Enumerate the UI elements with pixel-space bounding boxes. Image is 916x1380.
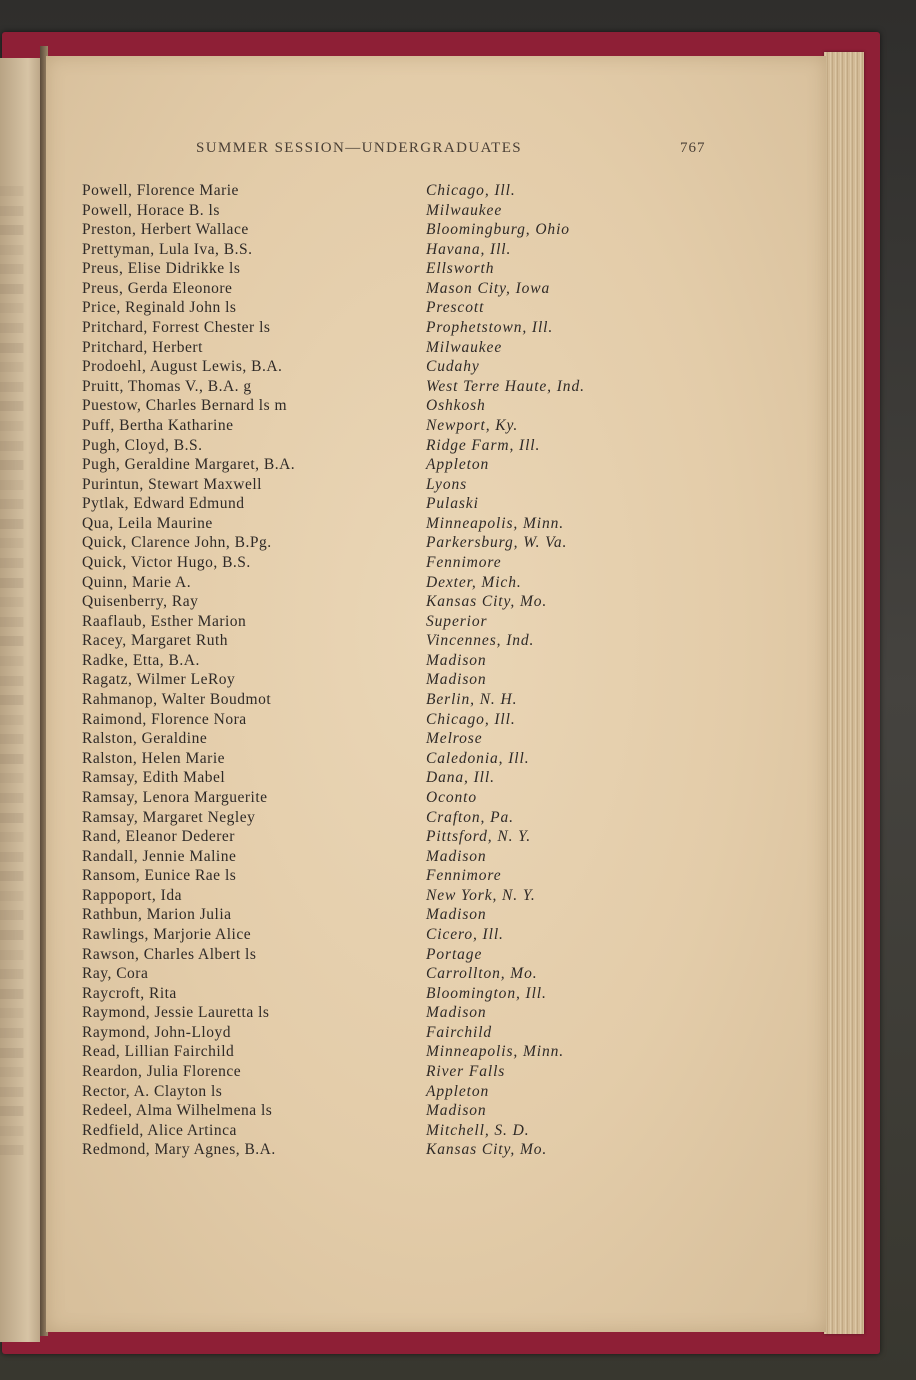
list-item: [82, 847, 702, 867]
student-hometown: Milwaukee: [426, 201, 503, 219]
student-name: Price, Reginald John ls: [82, 299, 237, 317]
student-name: Ragatz, Wilmer LeRoy: [82, 671, 236, 689]
student-hometown: Pittsford, N. Y.: [426, 828, 531, 846]
student-hometown: Pulaski: [426, 495, 479, 513]
bleed-through-mark: ███: [0, 440, 24, 451]
student-name: Redeel, Alma Wilhelmena ls: [82, 1102, 273, 1120]
student-hometown: Appleton: [426, 1082, 490, 1100]
bleed-through-mark: ███: [0, 1145, 24, 1156]
student-name: Randall, Jennie Maline: [82, 847, 237, 865]
page-edges: [824, 52, 864, 1334]
list-item: [82, 788, 702, 808]
list-item: [82, 298, 702, 318]
student-hometown: Ridge Farm, Ill.: [426, 436, 541, 454]
bleed-through-mark: ███: [0, 949, 24, 960]
student-hometown: Kansas City, Mo.: [426, 1141, 548, 1159]
bleed-through-mark: ███: [0, 773, 24, 784]
student-hometown: Madison: [426, 1004, 487, 1022]
bleed-through-mark: ███: [0, 871, 24, 882]
bleed-through-mark: ███: [0, 186, 24, 196]
student-name: Rappoport, Ida: [82, 886, 182, 904]
student-name: Ralston, Geraldine: [82, 730, 208, 748]
student-hometown: Oshkosh: [426, 397, 486, 415]
student-name: Rahmanop, Walter Boudmot: [82, 691, 272, 709]
student-name: Raaflaub, Esther Marion: [82, 612, 247, 630]
list-item: [82, 1101, 702, 1121]
facing-page-edge: [0, 58, 40, 1342]
list-item: [82, 612, 702, 632]
student-hometown: Melrose: [426, 730, 483, 748]
list-item: [82, 494, 702, 514]
bleed-through-mark: ███: [0, 499, 24, 510]
student-name: Pugh, Geraldine Margaret, B.A.: [82, 456, 296, 474]
bleed-through-mark: ███: [0, 1027, 24, 1038]
list-item: [82, 396, 702, 416]
student-name: Preus, Gerda Eleonore: [82, 279, 233, 297]
list-item: [82, 455, 702, 475]
running-title: SUMMER SESSION—UNDERGRADUATES: [196, 140, 523, 156]
student-hometown: Caledonia, Ill.: [426, 749, 530, 767]
list-item: [82, 181, 702, 201]
student-hometown: West Terre Haute, Ind.: [426, 377, 585, 395]
student-name: Quisenberry, Ray: [82, 593, 199, 611]
student-hometown: Milwaukee: [426, 338, 503, 356]
bleed-through-mark: ███: [0, 323, 24, 334]
student-hometown: Portage: [426, 945, 483, 963]
student-hometown: Mason City, Iowa: [426, 279, 551, 297]
list-item: [82, 533, 702, 553]
student-name: Rathbun, Marion Julia: [82, 906, 232, 924]
list-item: [82, 749, 702, 769]
list-item: [82, 1023, 702, 1043]
bleed-through-mark: ███: [0, 930, 24, 941]
student-hometown: Cicero, Ill.: [426, 925, 504, 943]
bleed-through-mark: ███: [0, 616, 24, 627]
student-hometown: Chicago, Ill.: [426, 182, 516, 199]
bleed-through-mark: ███: [0, 695, 24, 706]
student-hometown: Dana, Ill.: [426, 769, 495, 787]
student-name: Purintun, Stewart Maxwell: [82, 475, 262, 493]
list-item: [82, 1042, 702, 1062]
list-item: [82, 631, 702, 651]
student-name: Preston, Herbert Wallace: [82, 221, 249, 239]
student-hometown: Newport, Ky.: [426, 416, 519, 434]
page-number: 767: [680, 140, 706, 156]
bleed-through-mark: ███: [0, 655, 24, 666]
bleed-through-mark: ███: [0, 342, 24, 353]
student-name: Powell, Horace B. ls: [82, 201, 220, 219]
student-hometown: Lyons: [426, 475, 468, 493]
student-hometown: Madison: [426, 906, 487, 924]
student-name: Raycroft, Rita: [82, 984, 177, 1002]
bleed-through-mark: ███: [0, 381, 24, 392]
student-name: Pruitt, Thomas V., B.A. g: [82, 377, 252, 395]
bleed-through-mark: ███: [0, 283, 24, 294]
student-hometown: Kansas City, Mo.: [426, 593, 548, 611]
student-name: Ramsay, Margaret Negley: [82, 808, 256, 826]
student-hometown: Appleton: [426, 456, 490, 474]
list-item: [82, 710, 702, 730]
student-name: Redmond, Mary Agnes, B.A.: [82, 1141, 276, 1159]
list-item: [82, 768, 702, 788]
student-name: Rawlings, Marjorie Alice: [82, 925, 252, 943]
list-item: [82, 377, 702, 397]
student-hometown: Fairchild: [426, 1023, 493, 1041]
bleed-through-mark: ███: [0, 792, 24, 803]
list-item: [82, 201, 702, 221]
student-name: Read, Lillian Fairchild: [82, 1043, 235, 1061]
bleed-through-mark: ███: [0, 205, 24, 216]
student-hometown: Prescott: [426, 299, 485, 317]
student-name: Ray, Cora: [82, 965, 149, 983]
student-name: Puff, Bertha Katharine: [82, 416, 234, 434]
student-hometown: Prophetstown, Ill.: [426, 319, 554, 337]
list-item: [82, 475, 702, 495]
student-hometown: Superior: [426, 612, 488, 630]
bleed-through-mark: ███: [0, 420, 24, 431]
list-item: [82, 808, 702, 828]
student-hometown: Bloomington, Ill.: [426, 984, 547, 1002]
student-name: Pritchard, Herbert: [82, 338, 203, 356]
student-name: Prodoehl, August Lewis, B.A.: [82, 358, 283, 376]
student-hometown: Havana, Ill.: [426, 240, 512, 258]
bleed-through-mark: ███: [0, 734, 24, 745]
bleed-through-mark: ███: [0, 597, 24, 608]
student-hometown: River Falls: [426, 1063, 506, 1081]
student-name: Ramsay, Lenora Marguerite: [82, 788, 268, 806]
bleed-through-mark: ███: [0, 401, 24, 412]
list-item: [82, 886, 702, 906]
bleed-through-mark: ███: [0, 675, 24, 686]
list-item: [82, 416, 702, 436]
student-name: Ralston, Helen Marie: [82, 749, 226, 767]
student-name: Puestow, Charles Bernard ls m: [82, 397, 288, 415]
student-hometown: Fennimore: [426, 867, 502, 885]
list-item: [82, 1003, 702, 1023]
student-name: Qua, Leila Maurine: [82, 514, 213, 532]
bleed-through-mark: ███: [0, 988, 24, 999]
student-name: Racey, Margaret Ruth: [82, 632, 229, 650]
list-item: [82, 984, 702, 1004]
list-item: [82, 514, 702, 534]
bleed-through-mark: ███: [0, 851, 24, 862]
student-name: Pritchard, Forrest Chester ls: [82, 319, 271, 337]
student-name: Quinn, Marie A.: [82, 573, 192, 591]
bleed-through-mark: ███: [0, 225, 24, 236]
bleed-through-mark: ███: [0, 303, 24, 314]
list-item: [82, 670, 702, 690]
list-item: [82, 357, 702, 377]
student-name: Rawson, Charles Albert ls: [82, 945, 257, 963]
list-item: [82, 318, 702, 338]
bleed-through-mark: ███: [0, 518, 24, 529]
list-item: [82, 1062, 702, 1082]
student-hometown: Cudahy: [426, 358, 480, 376]
student-hometown: Dexter, Mich.: [426, 573, 522, 591]
list-item: [82, 964, 702, 984]
student-hometown: Madison: [426, 651, 487, 669]
bleed-through-mark: ███: [0, 714, 24, 725]
list-item: [82, 690, 702, 710]
list-item: [82, 866, 702, 886]
student-hometown: Mitchell, S. D.: [426, 1121, 530, 1139]
student-name: Raimond, Florence Nora: [82, 710, 247, 728]
student-name: Prettyman, Lula Iva, B.S.: [82, 240, 253, 258]
list-item: [82, 240, 702, 260]
bleed-through-mark: ███: [0, 1125, 24, 1136]
bleed-through-mark: ███: [0, 264, 24, 275]
list-item: [82, 436, 702, 456]
list-item: [82, 592, 702, 612]
bleed-through-mark: ███: [0, 1106, 24, 1117]
bleed-through-mark: ███: [0, 890, 24, 901]
list-item: [82, 1082, 702, 1102]
bleed-through-mark: ███: [0, 832, 24, 843]
student-hometown: Madison: [426, 671, 487, 689]
student-name: Ramsay, Edith Mabel: [82, 769, 226, 787]
student-hometown: Minneapolis, Minn.: [426, 1043, 565, 1061]
list-item: [82, 553, 702, 573]
student-hometown: Madison: [426, 1102, 487, 1120]
list-item: [82, 905, 702, 925]
bleed-through-mark: ███: [0, 244, 24, 255]
list-item: [82, 259, 702, 279]
student-name: Ransom, Eunice Rae ls: [82, 867, 237, 885]
student-hometown: Parkersburg, W. Va.: [426, 534, 568, 552]
student-name: Raymond, Jessie Lauretta ls: [82, 1004, 270, 1022]
student-hometown: Crafton, Pa.: [426, 808, 514, 826]
student-hometown: Bloomingburg, Ohio: [426, 221, 570, 239]
list-item: [82, 729, 702, 749]
bleed-through-mark: ███: [0, 1086, 24, 1097]
list-item: [82, 945, 702, 965]
list-item: [82, 573, 702, 593]
bleed-through-mark: ███: [0, 1047, 24, 1058]
list-item: [82, 279, 702, 299]
student-name: Radke, Etta, B.A.: [82, 651, 200, 669]
student-hometown: Madison: [426, 847, 487, 865]
student-name: Pugh, Cloyd, B.S.: [82, 436, 203, 454]
list-item: [82, 827, 702, 847]
student-hometown: Fennimore: [426, 553, 502, 571]
list-item: [82, 651, 702, 671]
student-name: Raymond, John-Lloyd: [82, 1023, 231, 1041]
list-item: [82, 925, 702, 945]
student-name: Redfield, Alice Artinca: [82, 1121, 237, 1139]
student-hometown: Vincennes, Ind.: [426, 632, 535, 650]
bleed-through-mark: ███: [0, 577, 24, 588]
student-name: Quick, Clarence John, B.Pg.: [82, 534, 272, 552]
student-hometown: Chicago, Ill.: [426, 710, 516, 728]
student-name: Rector, A. Clayton ls: [82, 1082, 223, 1100]
bleed-through-mark: ███: [0, 362, 24, 373]
list-item: [82, 338, 702, 358]
student-name: Rand, Eleanor Dederer: [82, 828, 235, 846]
student-hometown: Berlin, N. H.: [426, 691, 518, 709]
bleed-through-mark: ███: [0, 460, 24, 471]
student-hometown: Oconto: [426, 788, 478, 806]
student-name: Powell, Florence Marie: [82, 182, 239, 199]
student-hometown: Ellsworth: [426, 260, 495, 278]
list-item: [82, 220, 702, 240]
bleed-through-mark: ███: [0, 636, 24, 647]
bleed-through-mark: ███: [0, 812, 24, 823]
student-hometown: Minneapolis, Minn.: [426, 514, 565, 532]
bleed-through-mark: ███: [0, 538, 24, 549]
student-name: Reardon, Julia Florence: [82, 1063, 242, 1081]
bleed-through-mark: ███: [0, 558, 24, 569]
student-hometown: Carrollton, Mo.: [426, 965, 538, 983]
student-hometown: New York, N. Y.: [426, 886, 536, 904]
list-item: [82, 1140, 702, 1160]
bleed-through-mark: ███: [0, 1067, 24, 1078]
bleed-through-mark: ███: [0, 969, 24, 980]
student-list: [82, 181, 702, 1160]
bleed-through-mark: ███: [0, 1008, 24, 1019]
student-name: Quick, Victor Hugo, B.S.: [82, 553, 251, 571]
student-name: Preus, Elise Didrikke ls: [82, 260, 241, 278]
bleed-through-mark: ███: [0, 910, 24, 921]
list-item: [82, 1121, 702, 1141]
student-name: Pytlak, Edward Edmund: [82, 495, 245, 513]
bleed-through-mark: ███: [0, 479, 24, 490]
bleed-through-mark: ███: [0, 753, 24, 764]
